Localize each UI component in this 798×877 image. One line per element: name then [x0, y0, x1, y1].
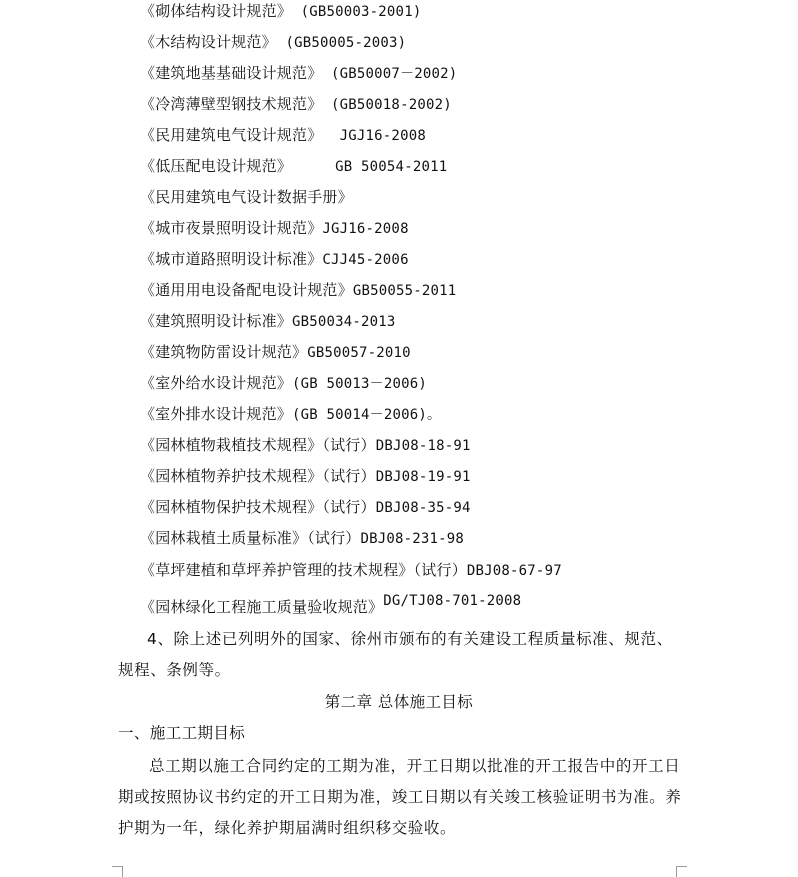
standard-item	[140, 63, 457, 83]
standard-item	[140, 1, 421, 21]
standard-code: DBJ08-19-91	[375, 469, 471, 485]
chapter-title: 第二章 总体施工目标	[324, 693, 474, 711]
standard-code: (GB50005-2003)	[276, 35, 407, 51]
standard-title: 《低压配电设计规范》	[140, 157, 293, 175]
standard-item	[140, 528, 464, 548]
standard-item	[140, 249, 409, 269]
standard-item	[140, 466, 471, 486]
standard-item	[140, 32, 406, 52]
standard-item	[140, 94, 452, 114]
standard-title: 《城市夜景照明设计规范》	[140, 219, 323, 237]
standard-code: (GB50003-2001)	[292, 4, 422, 20]
crop-mark-right	[676, 866, 687, 877]
standard-item	[140, 280, 456, 300]
standard-item	[140, 156, 447, 176]
standard-code: DBJ08-35-94	[375, 500, 471, 516]
standard-title: 《室外给水设计规范》	[140, 374, 293, 392]
standard-code: JGJ16-2008	[322, 221, 409, 237]
standard-title: 《城市道路照明设计标准》	[140, 250, 323, 268]
standard-title: 《民用建筑电气设计数据手册》	[140, 188, 353, 206]
standard-item	[140, 218, 409, 238]
standard-item	[140, 373, 427, 393]
standard-code: GB50055-2011	[352, 283, 457, 299]
standard-item	[140, 342, 411, 362]
standard-item	[140, 435, 471, 455]
standard-title: 《室外排水设计规范》	[140, 405, 293, 423]
standard-item	[140, 187, 353, 207]
standard-code: (GB50007－2002)	[322, 66, 458, 82]
standard-item	[140, 560, 562, 580]
section-body-paragraph: 总工期以施工合同约定的工期为准，开工日期以批准的开工报告中的开工日期或按照协议书约定的开工日期为准，竣工日期以有关竣工核验证明书为准。养护期为一年，绿化养护期届满时组织移交验收。	[118, 757, 682, 837]
standard-title: 《园林植物栽植技术规程》（试行）	[140, 436, 376, 454]
standard-code: DBJ08-18-91	[375, 438, 471, 454]
standard-code: CJJ45-2006	[322, 252, 409, 268]
item-4-paragraph: 4、除上述已列明外的国家、徐州市颁布的有关建设工程质量标准、规范、规程、条例等。	[118, 630, 673, 679]
standard-code: DBJ08-67-97	[466, 563, 562, 579]
standard-code: GB 50054-2011	[292, 159, 448, 175]
standard-title: 《园林植物保护技术规程》（试行）	[140, 498, 376, 516]
crop-mark-left	[112, 866, 123, 877]
standard-item	[140, 404, 441, 424]
section-heading: 一、施工工期目标	[118, 724, 246, 742]
standard-title: 《建筑地基基础设计规范》	[140, 64, 323, 82]
standard-code: DBJ08-231-98	[360, 531, 465, 547]
standard-title: 《园林栽植土质量标准》（试行）	[140, 529, 361, 547]
standard-code: JGJ16-2008	[322, 128, 426, 144]
standard-title: 《民用建筑电气设计规范》	[140, 126, 323, 144]
standard-title: 《木结构设计规范》	[140, 33, 277, 51]
standard-item	[140, 125, 426, 145]
standard-item	[140, 497, 471, 517]
standard-title: 《园林植物养护技术规程》（试行）	[140, 467, 376, 485]
standard-code: GB50034-2013	[292, 314, 396, 330]
standard-title: 《冷湾薄壁型钢技术规范》	[140, 95, 323, 113]
standard-code: (GB50018-2002)	[322, 97, 452, 113]
standard-item	[140, 311, 396, 331]
standard-item	[140, 593, 522, 617]
standard-title: 《砌体结构设计规范》	[140, 2, 293, 20]
standard-code: (GB 50013－2006)	[292, 376, 428, 392]
standard-code: DG/TJ08-701-2008	[383, 593, 522, 609]
standard-code: (GB 50014－2006)。	[292, 407, 442, 423]
standard-title: 《园林绿化工程施工质量验收规范》	[140, 598, 384, 616]
standard-title: 《通用用电设备配电设计规范》	[140, 281, 353, 299]
standard-code: GB50057-2010	[307, 345, 411, 361]
standard-title: 《建筑照明设计标准》	[140, 312, 293, 330]
standard-title: 《建筑物防雷设计规范》	[140, 343, 308, 361]
standard-title: 《草坪建植和草坪养护管理的技术规程》（试行）	[140, 561, 467, 579]
